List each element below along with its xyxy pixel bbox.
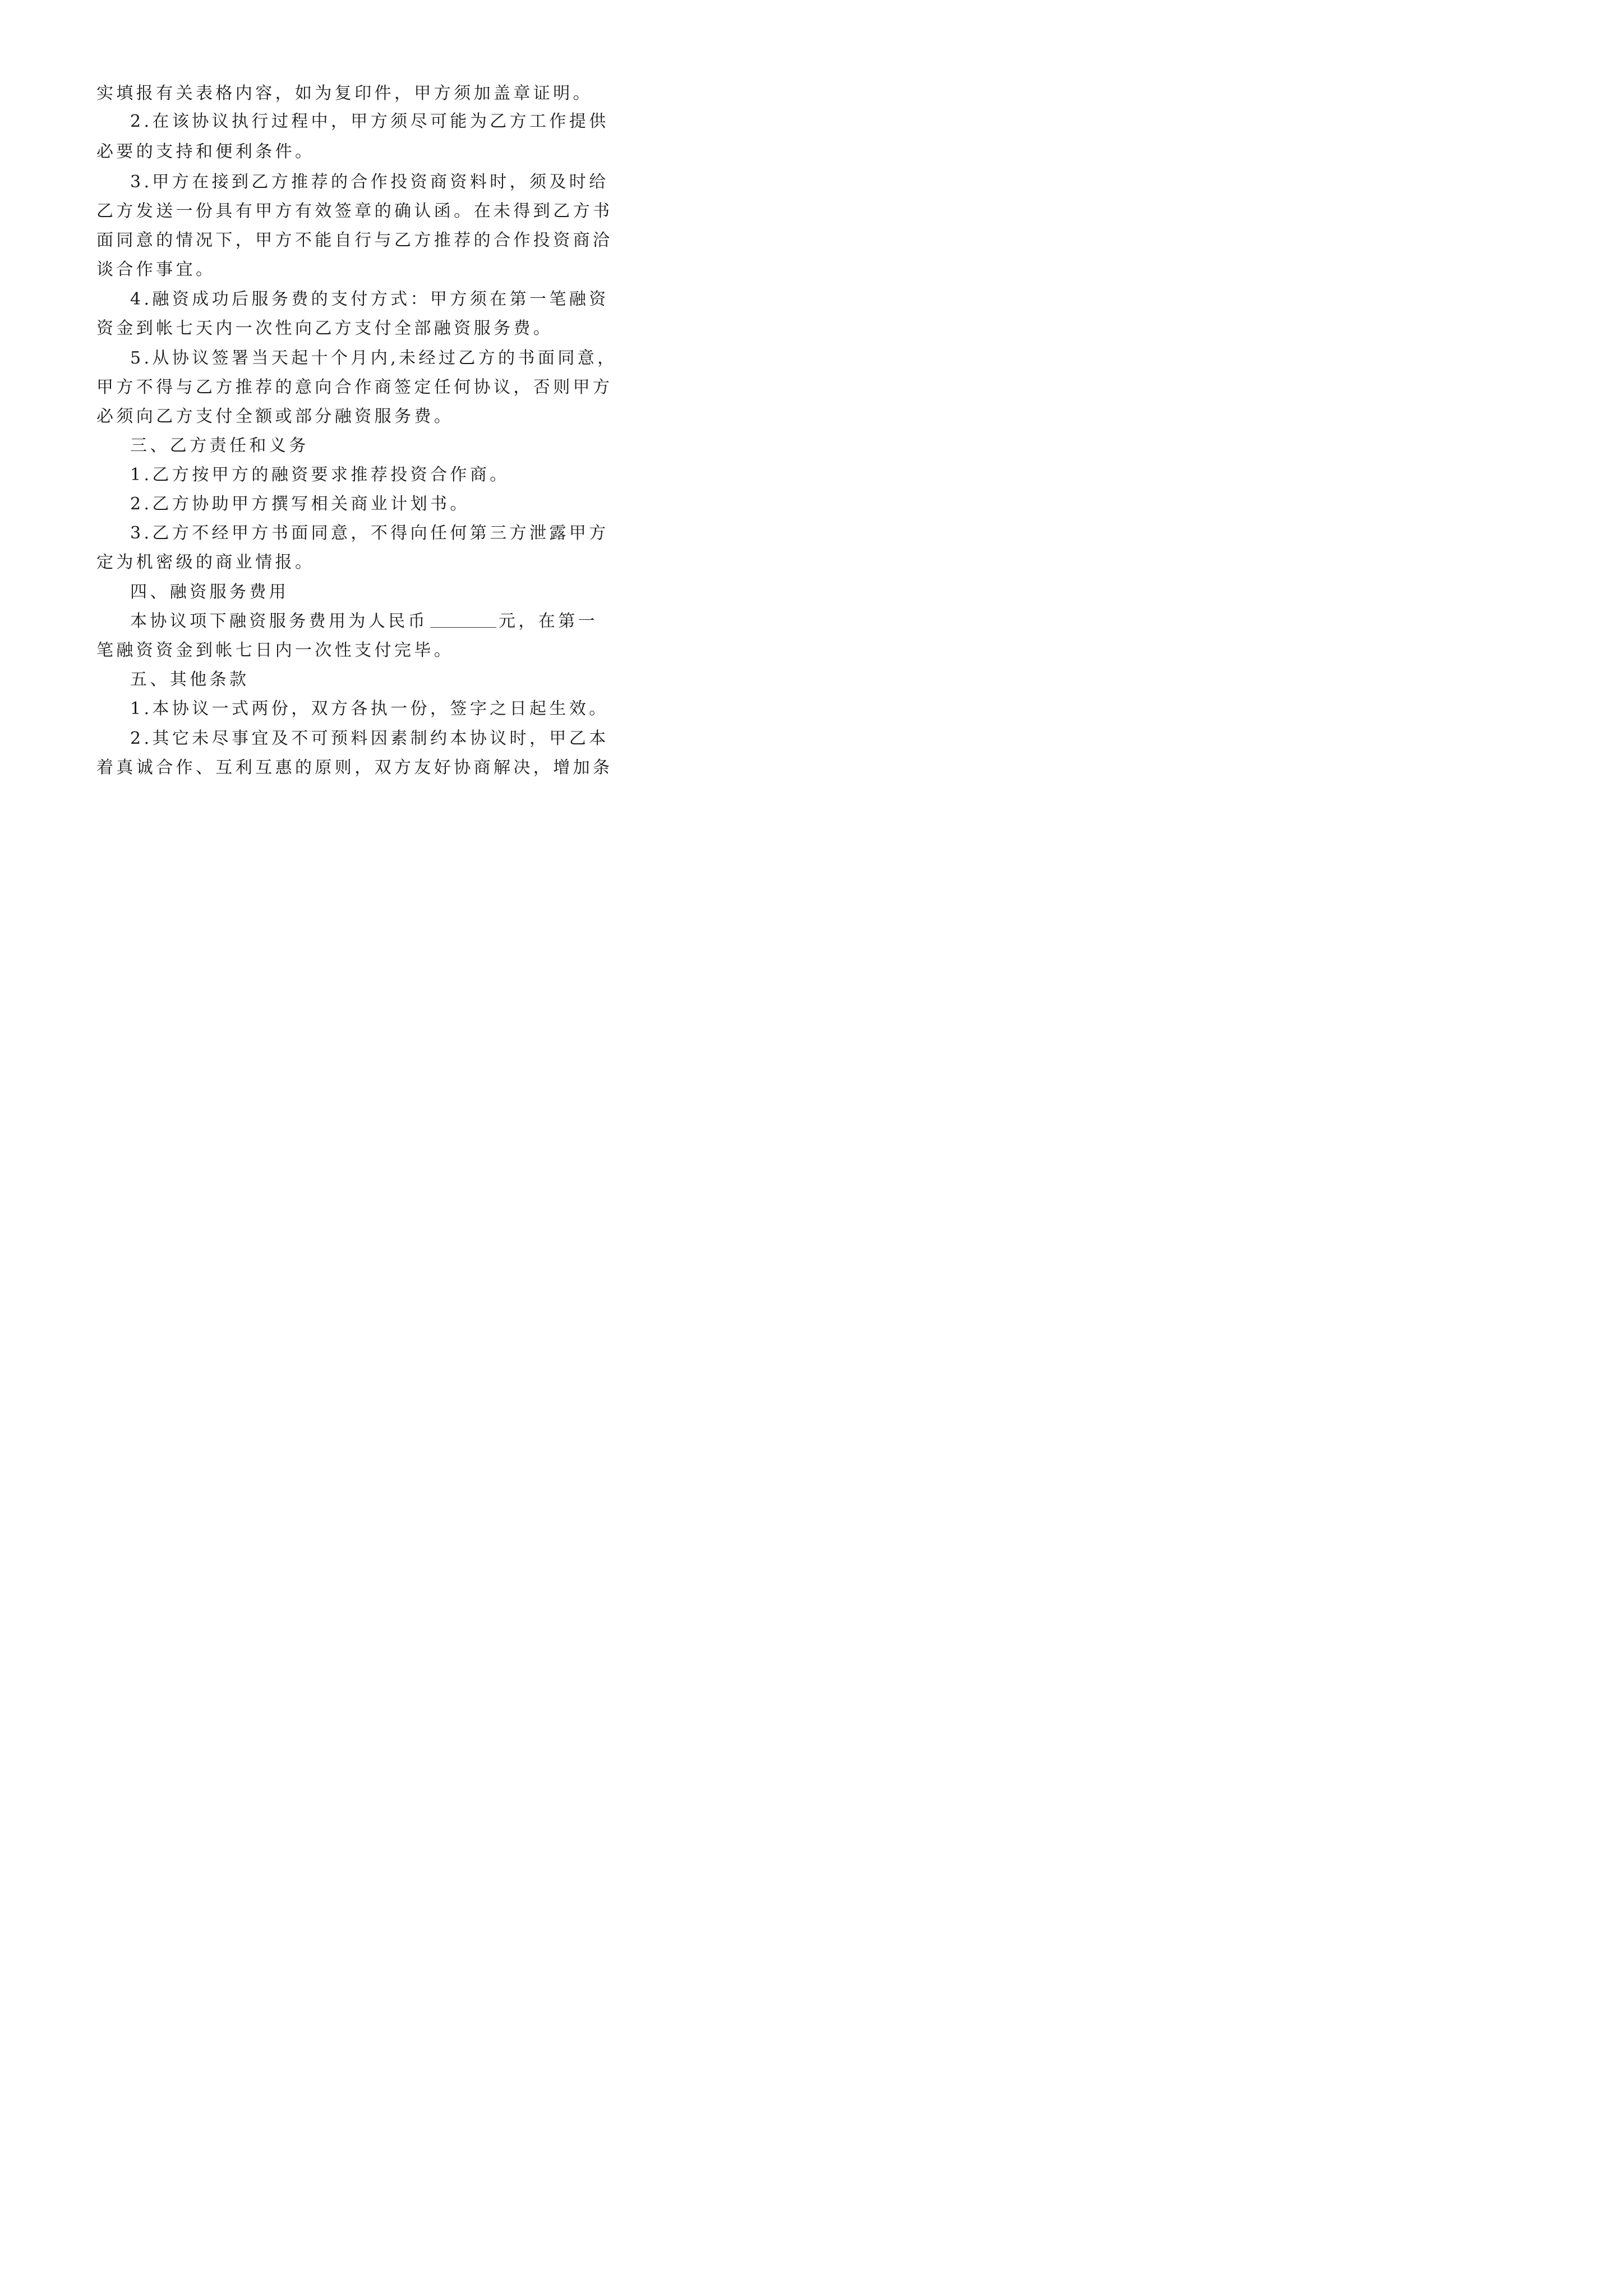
clause-line: 3.乙方不经甲方书面同意，不得向任何第三方泄露甲方 xyxy=(130,523,609,543)
clause-line: 2.其它未尽事宜及不可预料因素制约本协议时，甲乙本 xyxy=(130,729,609,748)
clause-line: 2.乙方协助甲方撰写相关商业计划书。 xyxy=(130,494,470,514)
fee-clause-line xyxy=(130,610,598,633)
clause-3-line: 3.甲方在接到乙方推荐的合作投资商资料时，须及时给 xyxy=(130,172,609,192)
clause-5-line: 5.从协议签署当天起十个月内,未经过乙方的书面同意， xyxy=(130,348,617,368)
paragraph-line: 笔融资资金到帐七日内一次性支付完毕。 xyxy=(96,641,454,660)
paragraph-line: 着真诚合作、互利互惠的原则，双方友好协商解决，增加条 xyxy=(96,758,613,777)
clause-line: 1.本协议一式两份，双方各执一份，签字之日起生效。 xyxy=(130,699,609,719)
clause-2-line: 2.在该协议执行过程中，甲方须尽可能为乙方工作提供 xyxy=(130,112,609,131)
fee-clause-text: 本协议项下融资服务费用为人民币 xyxy=(130,611,428,631)
paragraph-line: 实填报有关表格内容，如为复印件，甲方须加盖章证明。 xyxy=(96,84,593,103)
paragraph-line: 必要的支持和便利条件。 xyxy=(96,142,315,162)
clause-line: 1.乙方按甲方的融资要求推荐投资合作商。 xyxy=(130,465,510,485)
amount-blank xyxy=(430,610,496,628)
paragraph-line: 必须向乙方支付全额或部分融资服务费。 xyxy=(96,407,454,426)
paragraph-line: 面同意的情况下，甲方不能自行与乙方推荐的合作投资商洽 xyxy=(96,231,613,250)
paragraph-line: 乙方发送一份具有甲方有效签章的确认函。在未得到乙方书 xyxy=(96,201,613,221)
section-heading-4: 四、融资服务费用 xyxy=(130,582,289,602)
document-page xyxy=(0,0,630,891)
fee-clause-text-continued: 元，在第一 xyxy=(499,611,598,631)
paragraph-line: 资金到帐七天内一次性向乙方支付全部融资服务费。 xyxy=(96,319,554,338)
clause-4-line: 4.融资成功后服务费的支付方式：甲方须在第一笔融资 xyxy=(130,289,609,309)
paragraph-line: 定为机密级的商业情报。 xyxy=(96,553,315,572)
section-heading-3: 三、乙方责任和义务 xyxy=(130,436,309,455)
section-heading-5: 五、其他条款 xyxy=(130,670,250,689)
paragraph-line: 谈合作事宜。 xyxy=(96,260,216,279)
paragraph-line: 甲方不得与乙方推荐的意向合作商签定任何协议，否则甲方 xyxy=(96,378,613,397)
